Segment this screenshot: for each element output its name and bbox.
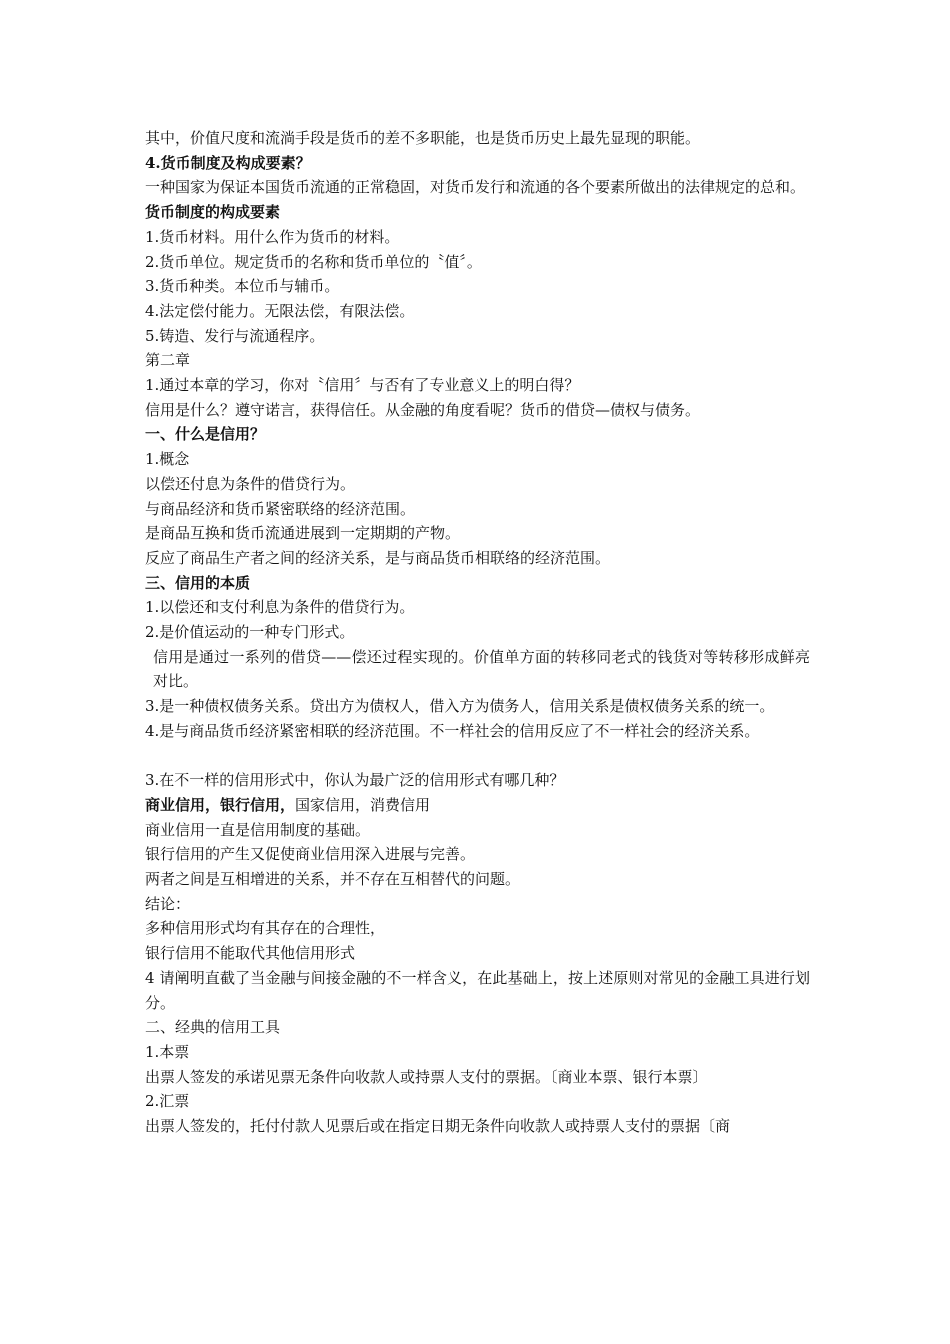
paragraph: 两者之间是互相增进的关系，并不存在互相替代的问题。	[145, 870, 521, 889]
bold-lead: 商业信用，银行信用，	[145, 795, 296, 814]
list-item: 4.法定偿付能力。无限法偿，有限法偿。	[145, 301, 415, 320]
paragraph: 出票人签发的承诺见票无条件向收款人或持票人支付的票据。〔商业本票、银行本票〕	[145, 1067, 708, 1086]
list-item: 1.货币材料。用什么作为货币的材料。	[145, 227, 400, 246]
question: 3.在不一样的信用形式中，你认为最广泛的信用形式有哪几种？	[145, 771, 565, 790]
list-item: 3.是一种债权债务关系。贷出方为债权人，借入方为债务人，信用关系是债权债务关系的统一。	[145, 697, 775, 716]
plain-tail: 国家信用，消费信用	[295, 795, 431, 814]
paragraph: 是商品互换和货币流通进展到一定期期的产物。	[145, 524, 461, 543]
list-item: 5.铸造、发行与流通程序。	[145, 326, 325, 345]
mixed-line	[145, 793, 810, 818]
paragraph: 多种信用形式均有其存在的合理性，	[145, 919, 386, 938]
list-item: 2.是价值运动的一种专门形式。	[145, 623, 355, 642]
list-item: 1.本票	[145, 1043, 190, 1061]
section-heading: 三、信用的本质	[145, 573, 251, 592]
paragraph: 信用是什么？遵守诺言，获得信任。从金融的角度看呢？货币的借贷—债权与债务。	[145, 400, 701, 419]
list-item: 4.是与商品货币经济紧密相联的经济范围。不一样社会的信用反应了不一样社会的经济关系。	[145, 721, 760, 740]
paragraph: 其中，价值尺度和流淌手段是货币的差不多职能，也是货币历史上最先显现的职能。	[145, 129, 701, 147]
section-heading: 一、什么是信用？	[145, 425, 266, 444]
question: 4 请阐明直截了当金融与间接金融的不一样含义，在此基础上，按上述原则对常见的金融工具进行划分。	[145, 968, 810, 1012]
blank-line	[145, 744, 810, 769]
paragraph: 出票人签发的，托付付款人见票后或在指定日期无条件向收款人或持票人支付的票据〔商	[145, 1117, 731, 1136]
paragraph: 信用是通过一系列的借贷——偿还过程实现的。价值单方面的转移同老式的钱货对等转移形成鲜亮对比。	[153, 647, 810, 691]
list-item: 2.货币单位。规定货币的名称和货币单位的〝值〞。	[145, 252, 482, 271]
paragraph: 反应了商品生产者之间的经济关系，是与商品货币相联络的经济范围。	[145, 548, 611, 567]
list-item: 2.汇票	[145, 1092, 190, 1111]
paragraph: 商业信用一直是信用制度的基础。	[145, 820, 371, 839]
paragraph: 银行信用的产生又促使商业信用深入进展与完善。	[145, 845, 476, 864]
paragraph: 以偿还付息为条件的借贷行为。	[145, 474, 356, 493]
section-heading: 货币制度的构成要素	[145, 203, 281, 222]
paragraph: 银行信用不能取代其他信用形式	[145, 944, 356, 963]
list-item: 1.以偿还和支付利息为条件的借贷行为。	[145, 598, 415, 617]
chapter-title: 第二章	[145, 351, 191, 370]
question: 1.通过本章的学习，你对〝信用〞与否有了专业意义上的明白得？	[145, 376, 580, 395]
section-heading: 4.货币制度及构成要素？	[145, 153, 311, 172]
paragraph: 结论：	[145, 894, 191, 913]
list-item: 1.概念	[145, 450, 190, 469]
section-heading: 二、经典的信用工具	[145, 1018, 281, 1037]
paragraph: 与商品经济和货币紧密联络的经济范围。	[145, 499, 416, 518]
document-page	[145, 126, 810, 1139]
list-item: 3.货币种类。本位币与辅币。	[145, 277, 340, 296]
paragraph: 一种国家为保证本国货币流通的正常稳固，对货币发行和流通的各个要素所做出的法律规定的总和。	[145, 178, 806, 197]
